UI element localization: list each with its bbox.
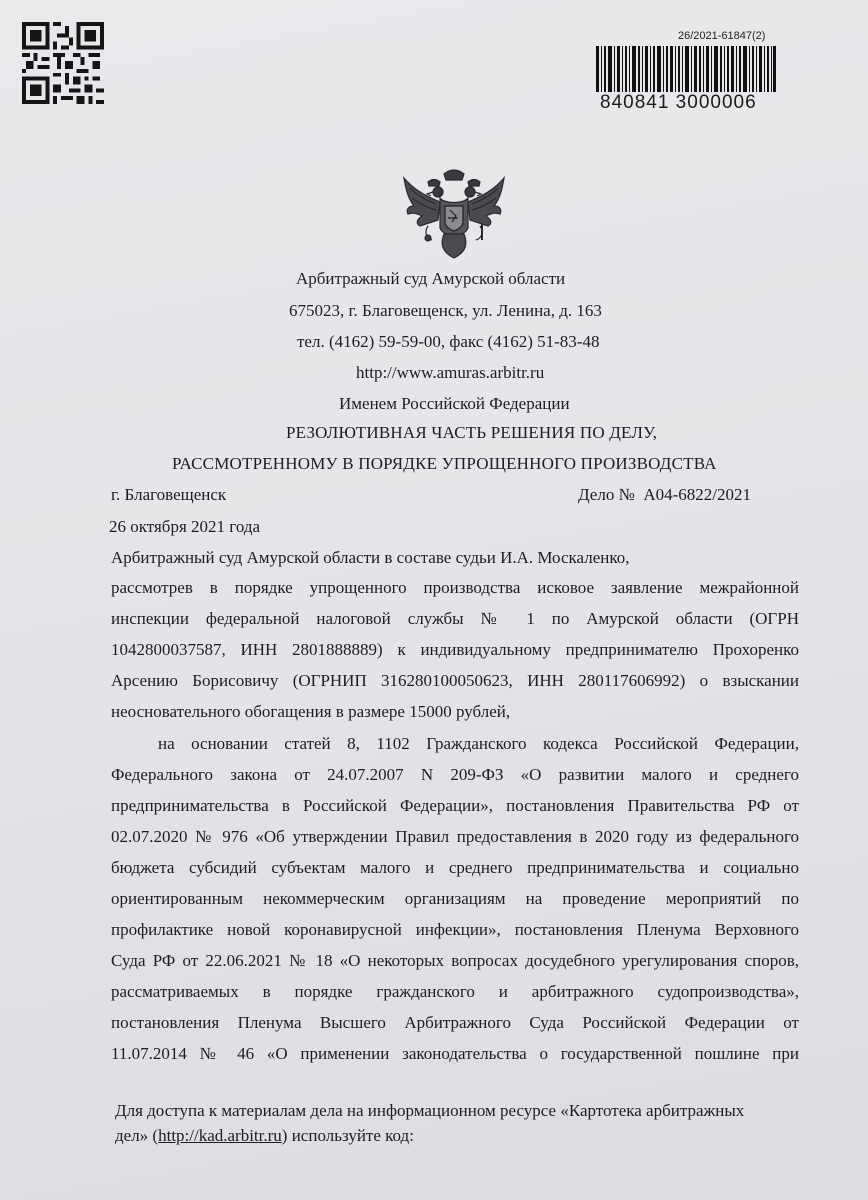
case-ref-small: 26/2021-61847(2) bbox=[678, 30, 766, 42]
case-label: Дело № bbox=[578, 485, 635, 504]
city: г. Благовещенск bbox=[111, 485, 227, 504]
kad-arbitr-link[interactable]: http://kad.arbitr.ru bbox=[158, 1126, 282, 1145]
para2-line: бюджета субсидий субъектам малого и среднего предпринимательства и социально bbox=[111, 858, 799, 877]
document-title-line1: РЕЗОЛЮТИВНАЯ ЧАСТЬ РЕШЕНИЯ ПО ДЕЛУ, bbox=[286, 423, 658, 442]
barcode-number: 840841 3000006 bbox=[600, 92, 757, 113]
court-phone: тел. (4162) 59-59-00, факс (4162) 51-83-48 bbox=[297, 332, 600, 351]
para2-line: ориентированным некоммерческим организациям на проведение мероприятий по bbox=[111, 889, 799, 908]
case-number-value: А04-6822/2021 bbox=[643, 485, 751, 504]
court-composition: Арбитражный суд Амурской области в составе судьи И.А. Москаленко, bbox=[111, 548, 630, 567]
para2-line: Суда РФ от 22.06.2021 № 18 «О некоторых вопросах досудебного урегулирования споров, bbox=[111, 951, 799, 970]
court-website: http://www.amuras.arbitr.ru bbox=[356, 363, 545, 382]
para2-line: на основании статей 8, 1102 Гражданского кодекса Российской Федерации, bbox=[158, 734, 799, 753]
in-name-of-federation: Именем Российской Федерации bbox=[339, 394, 570, 413]
para2-line: Федерального закона от 24.07.2007 N 209-ФЗ «О развитии малого и среднего bbox=[111, 765, 799, 784]
footer-access-note: Для доступа к материалам дела на информационном ресурсе «Картотека арбитражных bbox=[115, 1101, 745, 1120]
para2-line: 02.07.2020 № 976 «Об утверждении Правил предоставления в 2020 году из федерального bbox=[111, 827, 799, 846]
document-title-line2: РАССМОТРЕННОМУ В ПОРЯДКЕ УПРОЩЕННОГО ПРОИЗВОДСТВА bbox=[172, 454, 717, 473]
court-address: 675023, г. Благовещенск, ул. Ленина, д. 163 bbox=[289, 301, 602, 320]
para1-line: 1042800037587, ИНН 2801888889) к индивидуальному предпринимателю Прохоренко bbox=[111, 640, 799, 659]
para2-line: профилактике новой коронавирусной инфекции», постановления Пленума Верховного bbox=[111, 920, 799, 939]
para1-line: неосновательного обогащения в размере 15000 рублей, bbox=[111, 702, 511, 721]
coat-of-arms-icon bbox=[400, 168, 508, 264]
para1-line: Арсению Борисовичу (ОГРНИП 316280100050623, ИНН 280117606992) о взыскании bbox=[111, 671, 799, 690]
para2-line: постановления Пленума Высшего Арбитражного Суда Российской Федерации от bbox=[111, 1013, 799, 1032]
para2-line: рассматриваемых в порядке гражданского и арбитражного судопроизводства», bbox=[111, 982, 799, 1001]
footer-prefix: дел» ( bbox=[115, 1126, 159, 1145]
footer-suffix: ) используйте код: bbox=[281, 1126, 414, 1145]
case-number bbox=[578, 485, 751, 505]
qr-code bbox=[22, 22, 104, 104]
para1-line: рассмотрев в порядке упрощенного производства исковое заявление межрайонной bbox=[111, 578, 799, 597]
court-name: Арбитражный суд Амурской области bbox=[296, 269, 566, 288]
footer-access-link-line bbox=[115, 1126, 414, 1146]
decision-date: 26 октября 2021 года bbox=[109, 517, 261, 536]
barcode bbox=[596, 46, 776, 98]
para1-line: инспекции федеральной налоговой службы № 1 по Амурской области (ОГРН bbox=[111, 609, 799, 628]
para2-line: 11.07.2014 № 46 «О применении законодательства о государственной пошлине при bbox=[111, 1044, 799, 1063]
para2-line: предпринимательства в Российской Федерации», постановления Правительства РФ от bbox=[111, 796, 799, 815]
